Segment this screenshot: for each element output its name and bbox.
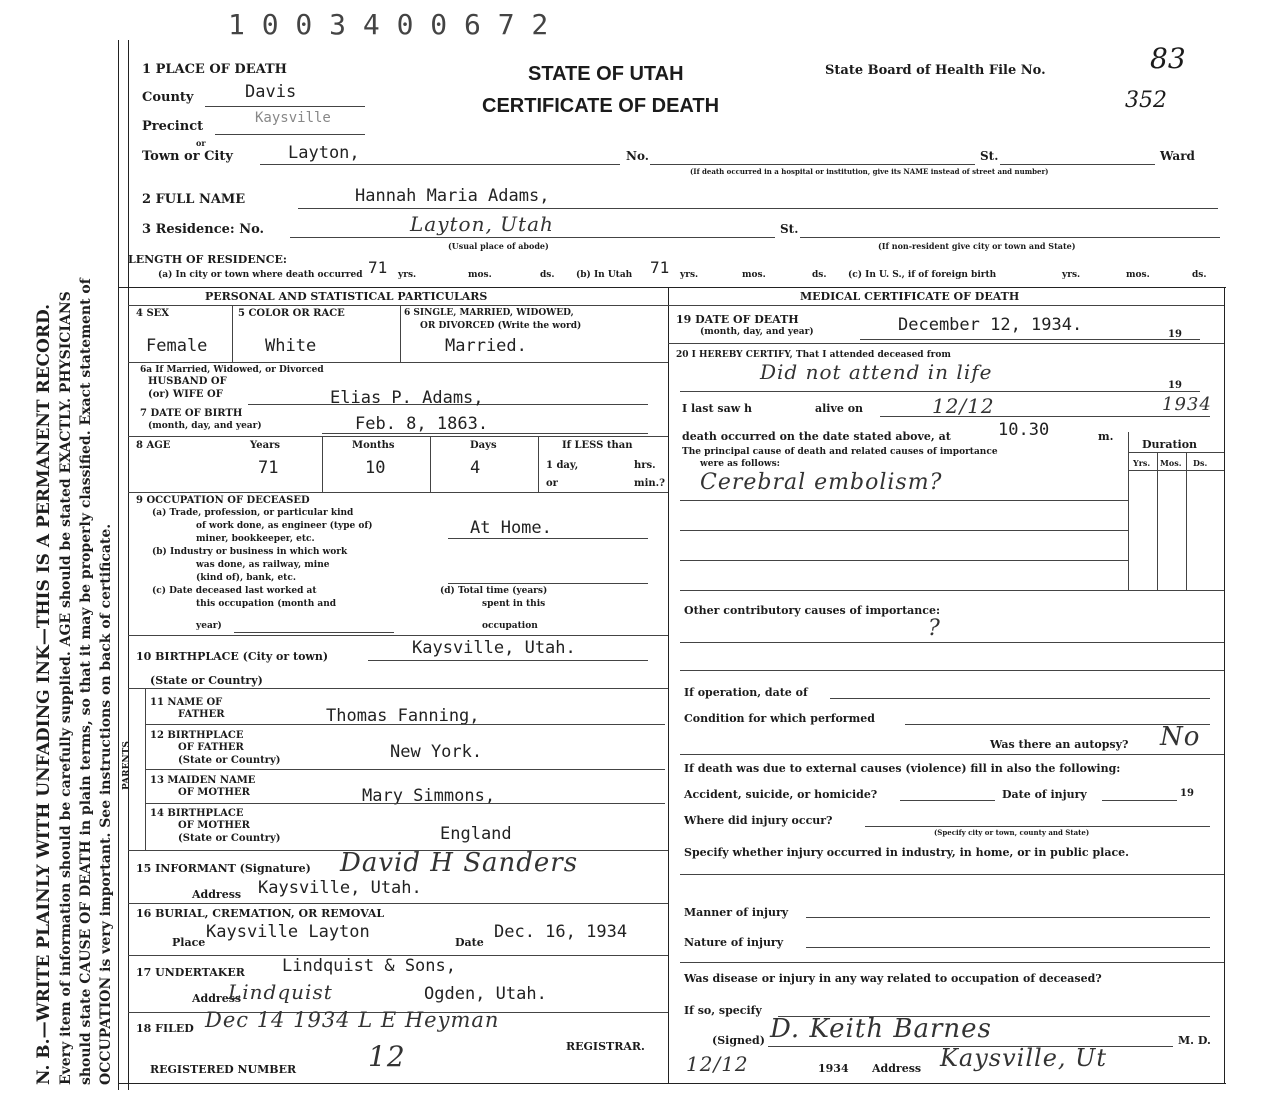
burial-label: 16 BURIAL, CREMATION, OR REMOVAL xyxy=(136,907,385,920)
father-label-1: 11 NAME OF xyxy=(150,697,223,708)
county-value: Davis xyxy=(245,82,297,102)
last-saw-value: 12/12 xyxy=(932,394,995,418)
age-years-value: 71 xyxy=(258,458,279,478)
nonres-note: (If non-resident give city or town and State) xyxy=(878,241,1076,251)
years-label: Years xyxy=(250,440,281,451)
mother-label-2: OF MOTHER xyxy=(178,787,250,798)
undertaker-signature: Lindquist xyxy=(228,980,333,1004)
alive-on-label: alive on xyxy=(815,402,864,415)
filed-label: 18 FILED xyxy=(136,1022,194,1035)
occurred-label: death occurred on the date stated above, at xyxy=(682,430,951,443)
one-day-label: 1 day, xyxy=(546,460,579,471)
mos-label-c: mos. xyxy=(1126,270,1150,280)
other-causes-value: ? xyxy=(928,616,941,641)
city-years: 71 xyxy=(368,258,388,277)
ds-label-a: ds. xyxy=(540,270,555,280)
external-causes-label: If death was due to external causes (violence) fill in also the following: xyxy=(684,762,1121,775)
less-than-label: If LESS than xyxy=(562,440,633,451)
sex-label: 4 SEX xyxy=(136,308,170,319)
where-note: (Specify city or town, county and State) xyxy=(934,828,1090,837)
other-causes-label: Other contributory causes of importance: xyxy=(684,604,941,617)
mos-label-b: mos. xyxy=(742,270,766,280)
informant-label: 15 INFORMANT (Signature) xyxy=(136,862,311,875)
father-bp-label-3: (State or Country) xyxy=(178,755,281,766)
cause-label-2: were as follows: xyxy=(700,459,780,469)
file-no-2: 352 xyxy=(1125,88,1167,113)
dod-label-2: (month, day, and year) xyxy=(700,327,814,337)
city-length-label: (a) In city or town where death occurred xyxy=(158,270,363,280)
certify-label: 20 I HEREBY CERTIFY, That I attended deceased from xyxy=(676,350,951,360)
yrs-label-a: yrs. xyxy=(398,270,417,280)
undertaker-value: Lindquist & Sons, xyxy=(282,956,456,976)
specify-label: Specify whether injury occurred in industry, in home, or in public place. xyxy=(684,846,1129,859)
occ-c-line-1: (c) Date deceased last worked at xyxy=(152,586,317,596)
father-birthplace-value: New York. xyxy=(390,742,483,762)
sign-year: 1934 xyxy=(818,1062,849,1075)
occ-a-line-2: of work done, as engineer (type of) xyxy=(196,521,373,531)
county-label: County xyxy=(142,90,194,105)
mother-birthplace-value: England xyxy=(440,824,512,844)
st-label: St. xyxy=(980,149,999,163)
occ-a-line-3: miner, bookkeeper, etc. xyxy=(196,534,315,544)
cause-value: Cerebral embolism? xyxy=(700,470,943,495)
last-saw-year: 1934 xyxy=(1162,394,1212,415)
personal-heading: PERSONAL AND STATISTICAL PARTICULARS xyxy=(205,290,488,303)
medical-heading: MEDICAL CERTIFICATE OF DEATH xyxy=(800,290,1020,303)
margin-line-4: OCCUPATION is very important. See instructions on back of certificate. xyxy=(98,523,114,1085)
spouse-value: Elias P. Adams, xyxy=(330,388,484,408)
usual-note: (Usual place of abode) xyxy=(448,241,549,251)
precinct-value: Kaysville xyxy=(255,110,331,126)
age-months-value: 10 xyxy=(365,458,386,478)
age-label: 8 AGE xyxy=(136,440,171,451)
autopsy-value: No xyxy=(1160,722,1201,752)
ds-label-c: ds. xyxy=(1192,270,1207,280)
utah-years: 71 xyxy=(650,258,670,277)
father-label-2: FATHER xyxy=(178,709,225,720)
accident-label: Accident, suicide, or homicide? xyxy=(684,788,878,801)
no-label: No. xyxy=(626,149,649,163)
margin-line-2: Every item of information should be carefully supplied. AGE should be stated EXACTLY. PHYSICIANS xyxy=(58,291,74,1085)
marital-value: Married. xyxy=(445,336,527,356)
dod-value: December 12, 1934. xyxy=(898,315,1083,335)
mother-bp-label-1: 14 BIRTHPLACE xyxy=(150,808,244,819)
sex-value: Female xyxy=(146,336,208,356)
dob-label-2: (month, day, and year) xyxy=(148,421,262,431)
residence-label: 3 Residence: No. xyxy=(142,222,265,237)
father-value: Thomas Fanning, xyxy=(326,706,480,726)
full-name-value: Hannah Maria Adams, xyxy=(355,186,550,206)
marital-label-2: OR DIVORCED (Write the word) xyxy=(420,321,582,331)
place-heading: 1 PLACE OF DEATH xyxy=(142,62,287,77)
certificate-title: CERTIFICATE OF DEATH xyxy=(482,95,720,117)
days-label: Days xyxy=(470,440,497,451)
age-days-value: 4 xyxy=(470,458,481,478)
informant-address-label: Address xyxy=(192,888,242,901)
ds-label-b: ds. xyxy=(812,270,827,280)
mos-label-a: mos. xyxy=(468,270,492,280)
physician-address-value: Kaysville, Ut xyxy=(940,1044,1108,1072)
registrar-label: REGISTRAR. xyxy=(566,1040,645,1053)
occ-c-line-2: this occupation (month and xyxy=(196,599,337,609)
birthplace-label: 10 BIRTHPLACE (City or town) xyxy=(136,650,329,663)
occupation-value: At Home. xyxy=(470,518,552,538)
duration-mos: Mos. xyxy=(1160,458,1182,468)
min-label: min.? xyxy=(634,478,665,489)
mother-label-1: 13 MAIDEN NAME xyxy=(150,775,256,786)
occ-d-line-2: spent in this xyxy=(482,599,546,609)
physician-signature: D. Keith Barnes xyxy=(770,1014,992,1044)
cause-label-1: The principal cause of death and related causes of importance xyxy=(682,447,998,457)
occ-b-line-3: (kind of), bank, etc. xyxy=(196,573,296,583)
occ-b-line-2: was done, as railway, mine xyxy=(196,560,330,570)
place-note: (If death occurred in a hospital or institution, give its NAME instead of street and number) xyxy=(690,167,1049,176)
parents-label: PARENTS xyxy=(122,741,132,790)
burial-date-value: Dec. 16, 1934 xyxy=(494,922,628,942)
serial-number: 1 0 0 3 4 0 0 6 7 2 xyxy=(228,8,549,41)
dob-label-1: 7 DATE OF BIRTH xyxy=(140,408,243,419)
town-value: Layton, xyxy=(288,143,360,163)
file-no: 83 xyxy=(1150,42,1186,75)
occ-d-line-3: occupation xyxy=(482,621,538,631)
birthplace-value: Kaysville, Utah. xyxy=(412,638,576,658)
town-label: Town or City xyxy=(142,149,233,164)
occupation-heading: 9 OCCUPATION OF DECEASED xyxy=(136,495,310,506)
mother-bp-label-2: OF MOTHER xyxy=(178,820,250,831)
length-label: LENGTH OF RESIDENCE: xyxy=(128,253,287,266)
hrs-label: hrs. xyxy=(634,460,656,471)
margin-line-3: should state CAUSE OF DEATH in plain terms, so that it may be properly classified. Exact statement of xyxy=(78,278,94,1085)
spouse-label-3: (or) WIFE OF xyxy=(148,389,223,400)
nature-label: Nature of injury xyxy=(684,936,784,949)
burial-place-label: Place xyxy=(172,936,206,949)
occ-d-line-1: (d) Total time (years) xyxy=(440,586,548,596)
registered-number-value: 12 xyxy=(368,1040,406,1073)
injury-date-label: Date of injury xyxy=(1002,788,1087,801)
father-bp-label-1: 12 BIRTHPLACE xyxy=(150,730,244,741)
yrs-label-c: yrs. xyxy=(1062,270,1081,280)
md-label: M. D. xyxy=(1178,1034,1211,1047)
state-title: STATE OF UTAH xyxy=(528,63,684,85)
marital-label-1: 6 SINGLE, MARRIED, WIDOWED, xyxy=(404,308,574,318)
race-label: 5 COLOR OR RACE xyxy=(238,308,345,319)
months-label: Months xyxy=(352,440,395,451)
undertaker-label: 17 UNDERTAKER xyxy=(136,966,245,979)
informant-signature: David H Sanders xyxy=(340,848,579,878)
physician-address-label: Address xyxy=(872,1062,922,1075)
last-saw-label: I last saw h xyxy=(682,402,753,415)
precinct-label: Precinct xyxy=(142,119,204,134)
informant-address-value: Kaysville, Utah. xyxy=(258,878,422,898)
burial-place-value: Kaysville Layton xyxy=(206,922,370,942)
undertaker-address-label: Address xyxy=(192,992,242,1005)
spouse-label-2: HUSBAND OF xyxy=(148,376,227,387)
if-so-label: If so, specify xyxy=(684,1004,762,1017)
time-value: 10.30 xyxy=(998,420,1050,440)
attended-value: Did not attend in life xyxy=(760,360,993,384)
residence-st-label: St. xyxy=(780,222,799,236)
m-label: m. xyxy=(1098,430,1114,443)
autopsy-label: Was there an autopsy? xyxy=(990,738,1129,751)
mother-bp-label-3: (State or Country) xyxy=(178,833,281,844)
race-value: White xyxy=(265,336,317,356)
file-no-label: State Board of Health File No. xyxy=(825,63,1046,78)
burial-date-label: Date xyxy=(455,936,484,949)
occ-b-line-1: (b) Industry or business in which work xyxy=(152,547,348,557)
duration-yrs: Yrs. xyxy=(1133,458,1151,468)
attended-year-label: 19 xyxy=(1168,380,1182,391)
full-name-label: 2 FULL NAME xyxy=(142,192,246,207)
manner-label: Manner of injury xyxy=(684,906,789,919)
duration-label: Duration xyxy=(1142,438,1198,451)
utah-length-label: (b) In Utah xyxy=(576,270,633,280)
father-bp-label-2: OF FATHER xyxy=(178,742,244,753)
occ-related-label: Was disease or injury in any way related to occupation of deceased? xyxy=(684,972,1102,985)
ward-label: Ward xyxy=(1160,149,1195,163)
injury-year-label: 19 xyxy=(1180,788,1194,799)
operation-label: If operation, date of xyxy=(684,686,808,699)
residence-value: Layton, Utah xyxy=(410,212,554,236)
birthplace-sub: (State or Country) xyxy=(150,674,263,687)
spouse-label-1: 6a If Married, Widowed, or Divorced xyxy=(140,365,324,375)
or-label: or xyxy=(196,138,206,148)
signed-label: (Signed) xyxy=(712,1034,765,1047)
occ-a-line-1: (a) Trade, profession, or particular kind xyxy=(152,508,354,518)
dod-year-label: 19 xyxy=(1168,329,1182,340)
margin-line-1: N. B.—WRITE PLAINLY WITH UNFADING INK—THIS IS A PERMANENT RECORD. xyxy=(34,303,54,1085)
registered-number-label: REGISTERED NUMBER xyxy=(150,1063,297,1076)
occ-c-line-3: year) xyxy=(196,621,222,631)
sign-date-value: 12/12 xyxy=(686,1052,749,1076)
us-length-label: (c) In U. S., if of foreign birth xyxy=(848,270,997,280)
dod-label-1: 19 DATE OF DEATH xyxy=(676,313,799,326)
condition-label: Condition for which performed xyxy=(684,712,875,725)
where-injury-label: Where did injury occur? xyxy=(684,814,833,827)
dob-value: Feb. 8, 1863. xyxy=(355,414,489,434)
or-age-label: or xyxy=(546,478,558,489)
yrs-label-b: yrs. xyxy=(680,270,699,280)
filed-value: Dec 14 1934 L E Heyman xyxy=(205,1008,500,1032)
duration-ds: Ds. xyxy=(1193,458,1208,468)
undertaker-address-value: Ogden, Utah. xyxy=(424,984,547,1004)
mother-value: Mary Simmons, xyxy=(362,786,496,806)
